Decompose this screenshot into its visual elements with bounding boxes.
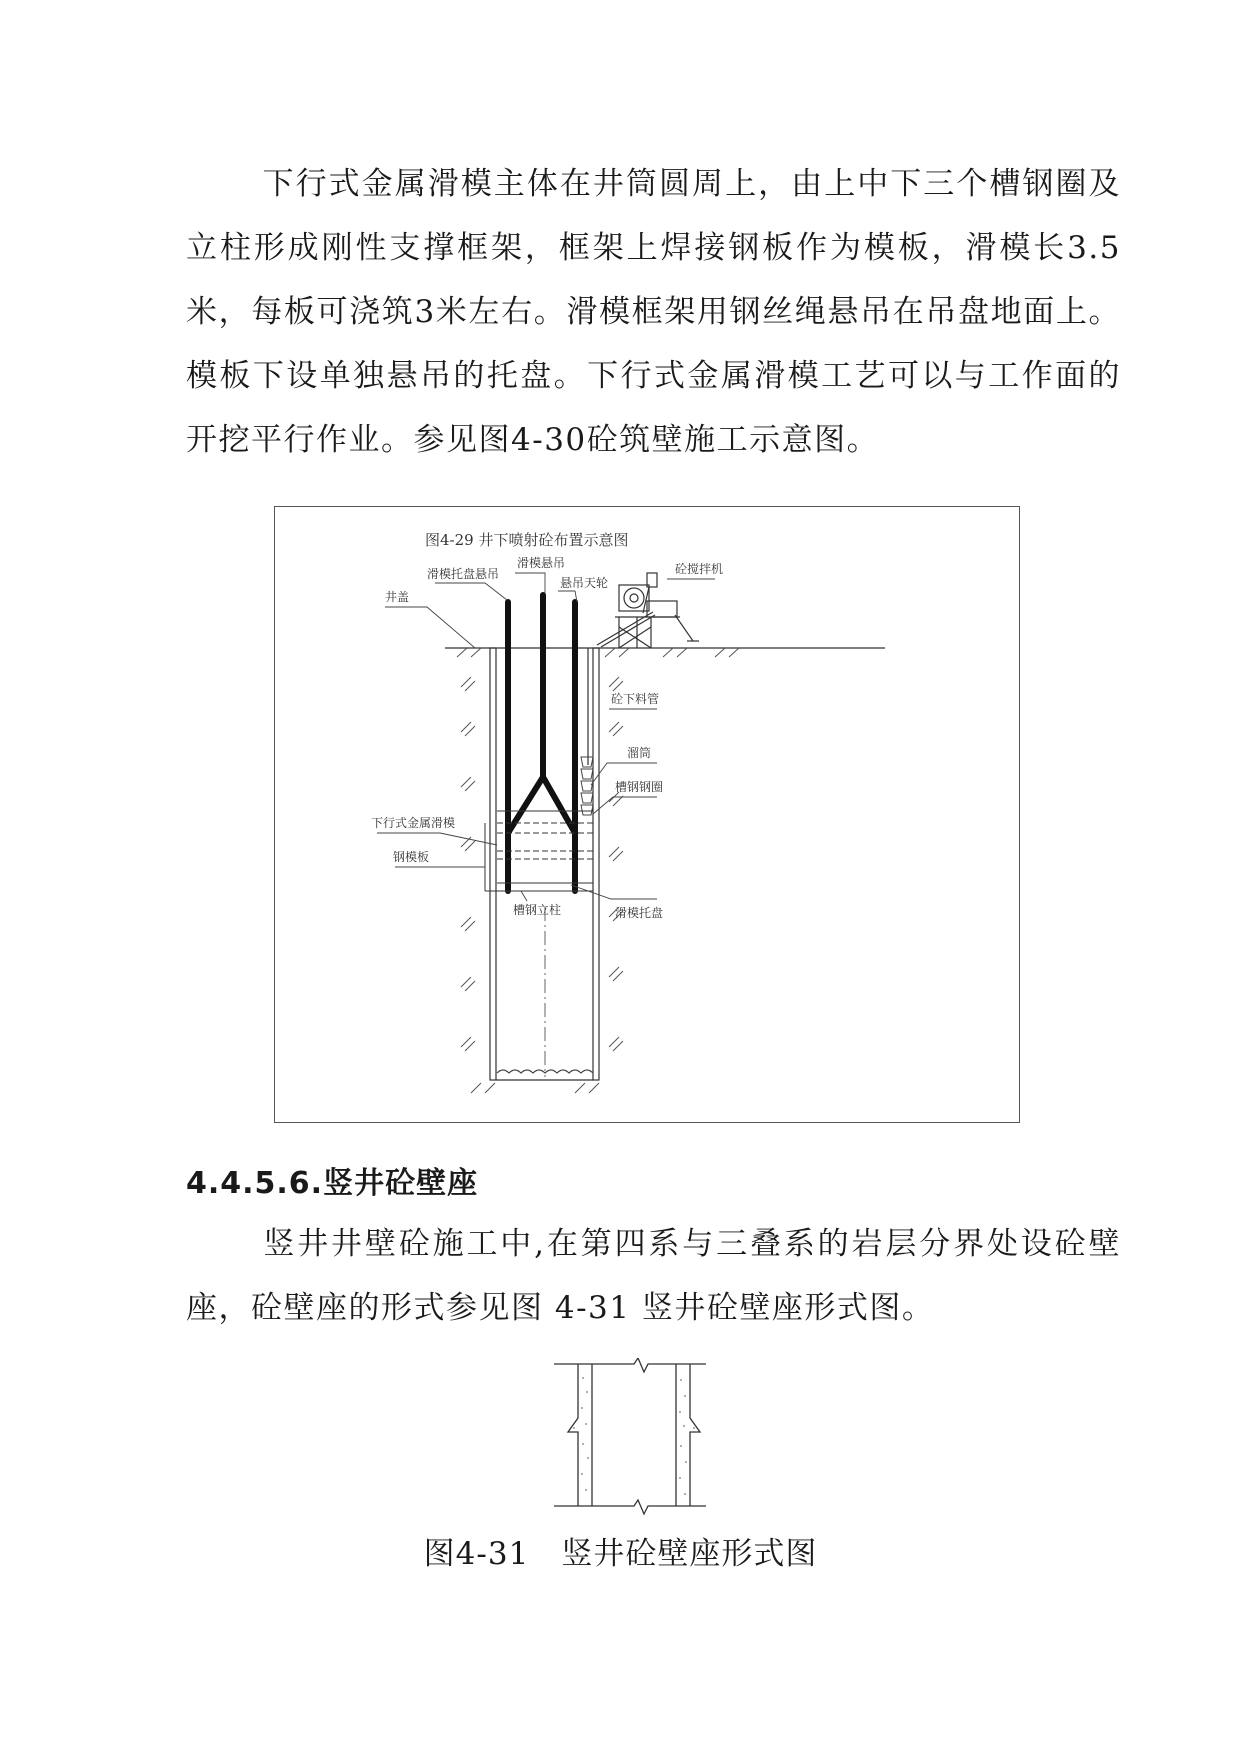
label-sheave: 悬吊天轮 xyxy=(560,576,609,590)
wall-seat-diagram xyxy=(550,1358,710,1516)
label-slide-tray-hang: 滑模托盘悬吊 xyxy=(427,567,500,581)
label-slide-hang: 滑模悬吊 xyxy=(517,556,566,570)
body-paragraph-2 xyxy=(186,1212,1121,1340)
hanging-ropes xyxy=(508,595,575,891)
chute xyxy=(581,757,593,815)
label-chute: 溜筒 xyxy=(627,746,652,760)
label-downward-form: 下行式金属滑模 xyxy=(371,816,456,830)
section-heading: 4.4.5.6.竖井砼壁座 xyxy=(186,1166,479,1201)
label-channel-column: 槽钢立柱 xyxy=(513,903,562,917)
ground-hatch xyxy=(457,648,739,657)
figure-title: 图4-29 井下喷射砼布置示意图 xyxy=(425,531,629,549)
shaft-diagram xyxy=(275,507,1021,1124)
shaft-wall-right xyxy=(593,648,599,1080)
label-steel-form: 钢模板 xyxy=(393,850,430,864)
paragraph-2-text: 竖井井壁砼施工中,在第四系与三叠系的岩层分界处设砼壁座，砼壁座的形式参见图 4-31 竖井砼壁座形式图。 xyxy=(186,1226,1121,1326)
figure-2-caption: 图4-31 竖井砼壁座形式图 xyxy=(423,1536,818,1572)
label-slide-tray: 滑模托盘 xyxy=(615,906,664,920)
label-channel-ring: 槽钢钢圈 xyxy=(615,780,664,794)
paragraph-1-text: 下行式金属滑模主体在井筒圆周上，由上中下三个槽钢圈及立柱形成刚性支撑框架，框架上焊接钢板作为模板，滑模长3.5米，每板可浇筑3米左右。滑模框架用钢丝绳悬吊在吊盘地面上。模板下设单独悬吊的托盘。下行式金属滑模工艺可以与工作面的开挖平行作业。参见图4-30砼筑壁施工示意图。 xyxy=(186,166,1121,458)
concrete-mixer xyxy=(597,573,699,648)
body-paragraph-1 xyxy=(186,152,1121,472)
label-mixer: 砼搅拌机 xyxy=(675,562,724,576)
label-feed-pipe: 砼下料管 xyxy=(611,692,660,706)
figure-shaft-shotcrete-layout xyxy=(274,506,1020,1123)
shaft-wall-left xyxy=(490,648,496,1080)
label-well-cover: 井盖 xyxy=(385,590,410,604)
